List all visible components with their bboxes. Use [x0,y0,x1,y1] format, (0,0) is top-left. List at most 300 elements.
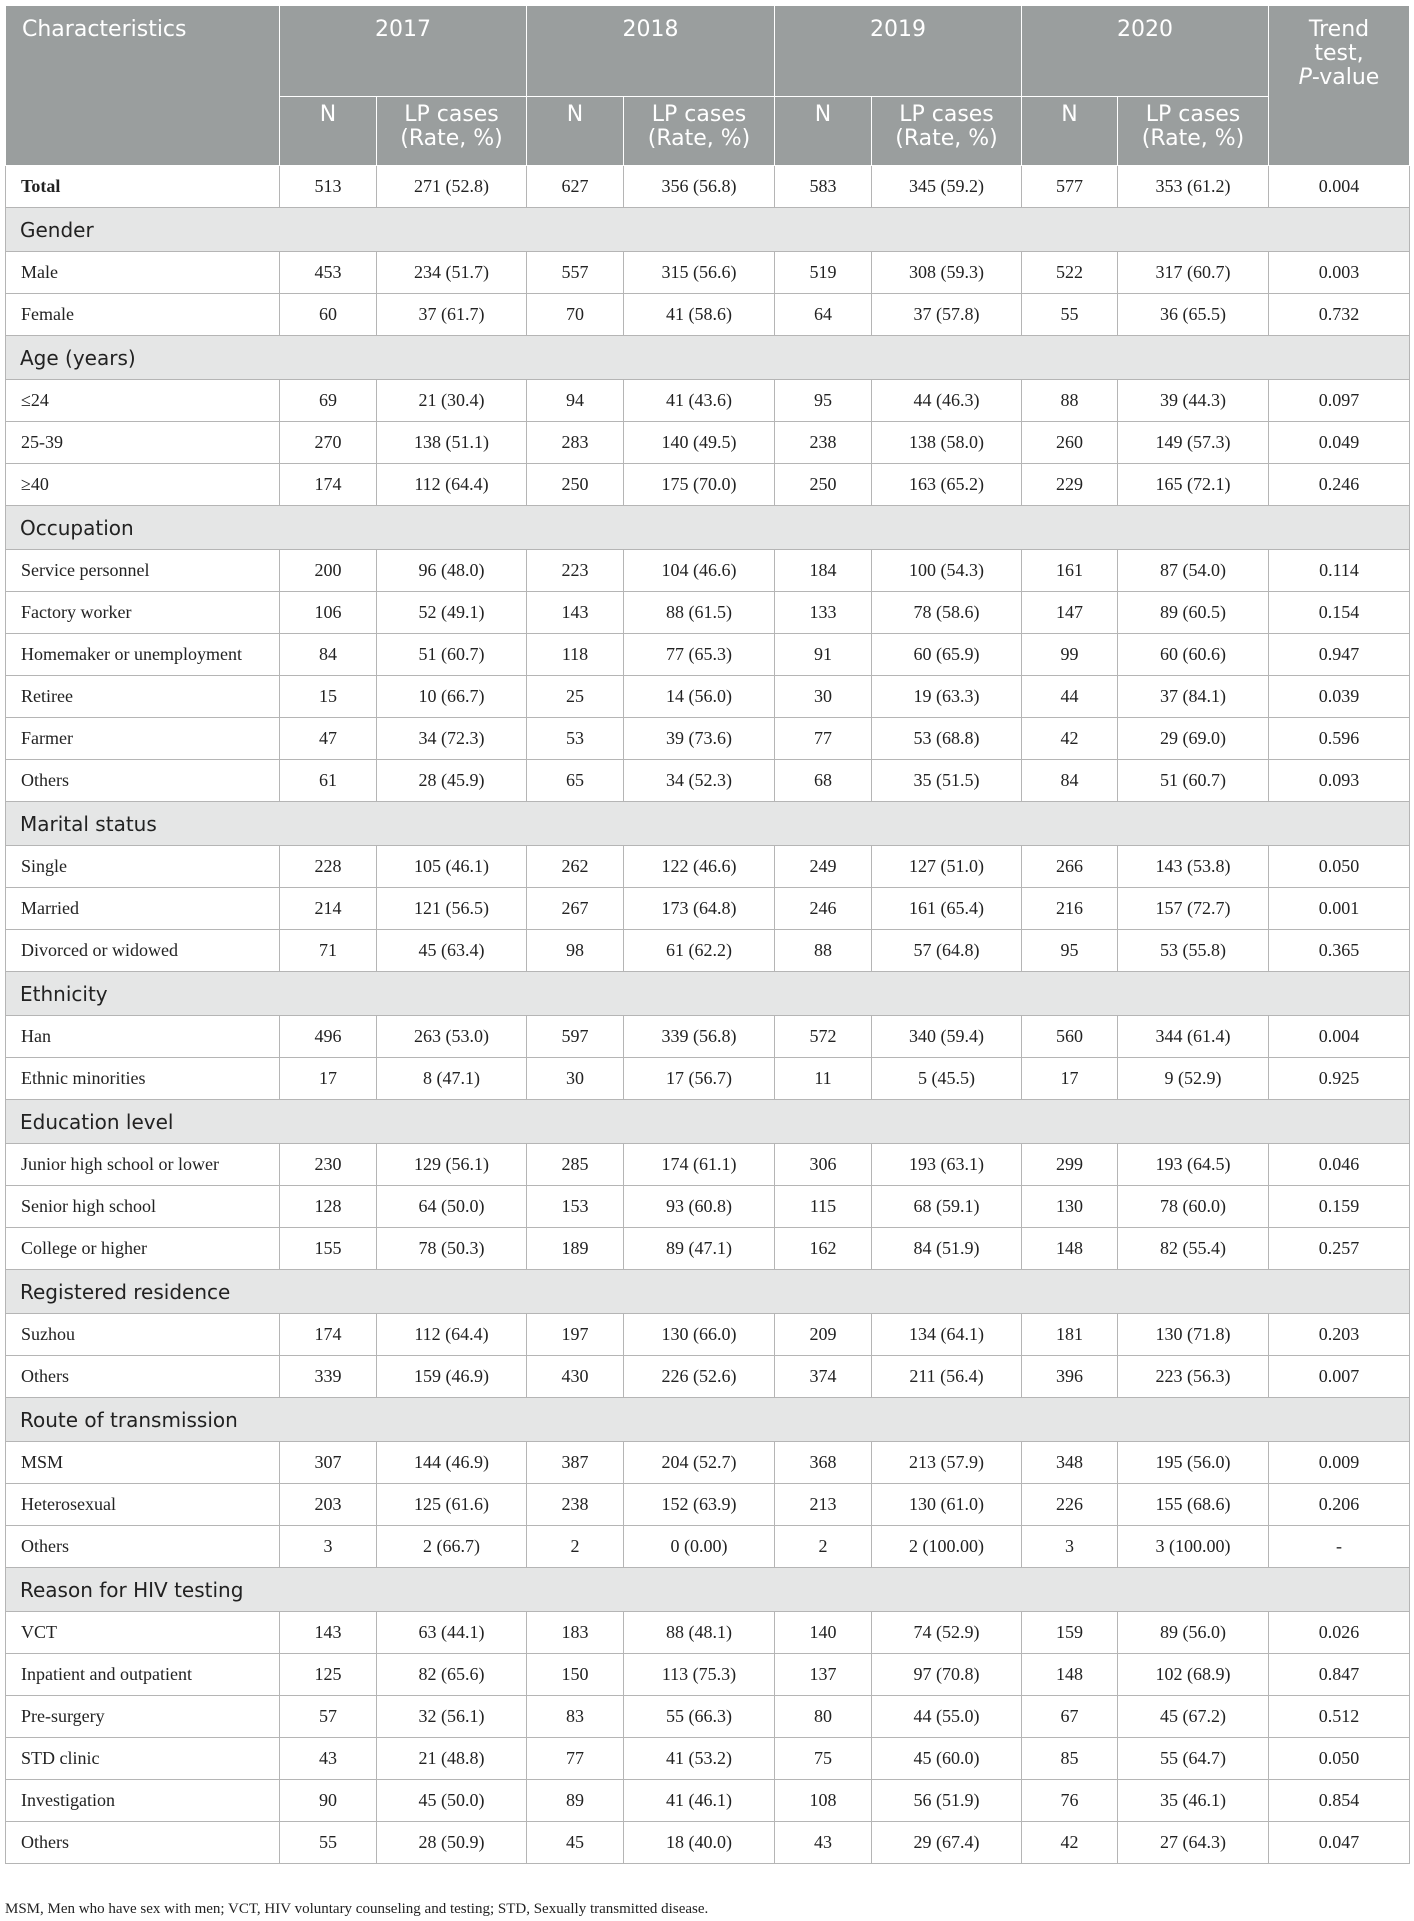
row-label: Female [6,294,280,336]
table-row [6,1822,1410,1864]
row-label: MSM [6,1442,280,1484]
cell-n: 68 [775,760,872,802]
cell-n: 430 [527,1356,624,1398]
table-row [6,1228,1410,1270]
cell-p-value: 0.004 [1269,1016,1410,1058]
table-row [6,760,1410,802]
cell-p-value: 0.203 [1269,1314,1410,1356]
cell-lp-cases: 39 (73.6) [624,718,775,760]
cell-p-value: 0.925 [1269,1058,1410,1100]
table-row [6,846,1410,888]
table-row [6,634,1410,676]
cell-n: 189 [527,1228,624,1270]
cell-lp-cases: 5 (45.5) [872,1058,1022,1100]
table-row [6,380,1410,422]
cell-lp-cases: 45 (63.4) [377,930,527,972]
cell-n: 44 [1022,676,1118,718]
cell-lp-cases: 143 (53.8) [1118,846,1269,888]
cell-lp-cases: 134 (64.1) [872,1314,1022,1356]
cell-n: 197 [527,1314,624,1356]
cell-lp-cases: 161 (65.4) [872,888,1022,930]
cell-n: 2 [527,1526,624,1568]
row-label: Single [6,846,280,888]
cell-lp-cases: 55 (66.3) [624,1696,775,1738]
cell-lp-cases: 223 (56.3) [1118,1356,1269,1398]
cell-n: 88 [1022,380,1118,422]
cell-lp-cases: 2 (100.00) [872,1526,1022,1568]
cell-lp-cases: 36 (65.5) [1118,294,1269,336]
row-label: Others [6,1356,280,1398]
cell-p-value: 0.246 [1269,464,1410,506]
cell-n: 88 [775,930,872,972]
cell-lp-cases: 8 (47.1) [377,1058,527,1100]
table-row [6,1058,1410,1100]
cell-p-value: 0.050 [1269,1738,1410,1780]
row-label: College or higher [6,1228,280,1270]
group-header-row [6,336,1410,380]
cell-n: 226 [1022,1484,1118,1526]
cell-n: 246 [775,888,872,930]
cell-p-value: 0.001 [1269,888,1410,930]
cell-lp-cases: 41 (43.6) [624,380,775,422]
cell-n: 597 [527,1016,624,1058]
cell-n: 108 [775,1780,872,1822]
cell-lp-cases: 64 (50.0) [377,1186,527,1228]
cell-lp-cases: 2 (66.7) [377,1526,527,1568]
cell-n: 30 [527,1058,624,1100]
group-header-row [6,1568,1410,1612]
cell-n: 128 [280,1186,377,1228]
data-table [5,5,1410,1864]
cell-lp-cases: 140 (49.5) [624,422,775,464]
table-row [6,1612,1410,1654]
cell-n: 30 [775,676,872,718]
cell-lp-cases: 39 (44.3) [1118,380,1269,422]
header-characteristics: Characteristics [6,6,280,166]
cell-lp-cases: 159 (46.9) [377,1356,527,1398]
cell-lp-cases: 44 (46.3) [872,380,1022,422]
group-header-row [6,208,1410,252]
cell-n: 11 [775,1058,872,1100]
cell-lp-cases: 315 (56.6) [624,252,775,294]
cell-lp-cases: 96 (48.0) [377,550,527,592]
cell-n: 57 [280,1696,377,1738]
cell-lp-cases: 57 (64.8) [872,930,1022,972]
header-trend-test [1269,6,1410,166]
cell-n: 140 [775,1612,872,1654]
cell-p-value: 0.847 [1269,1654,1410,1696]
cell-lp-cases: 263 (53.0) [377,1016,527,1058]
cell-lp-cases: 60 (65.9) [872,634,1022,676]
cell-p-value: 0.732 [1269,294,1410,336]
cell-n: 627 [527,166,624,208]
cell-lp-cases: 32 (56.1) [377,1696,527,1738]
cell-lp-cases: 204 (52.7) [624,1442,775,1484]
table-row [6,592,1410,634]
row-label: Factory worker [6,592,280,634]
table-row [6,718,1410,760]
cell-lp-cases: 308 (59.3) [872,252,1022,294]
group-header-row [6,1100,1410,1144]
cell-n: 85 [1022,1738,1118,1780]
cell-lp-cases: 213 (57.9) [872,1442,1022,1484]
cell-lp-cases: 28 (50.9) [377,1822,527,1864]
cell-n: 80 [775,1696,872,1738]
cell-n: 3 [280,1526,377,1568]
cell-lp-cases: 88 (61.5) [624,592,775,634]
cell-p-value: 0.049 [1269,422,1410,464]
cell-lp-cases: 41 (46.1) [624,1780,775,1822]
table-container [5,5,1409,1864]
cell-p-value: 0.512 [1269,1696,1410,1738]
header-lp-cases: LP cases (Rate, %) [377,97,527,166]
cell-n: 270 [280,422,377,464]
cell-n: 396 [1022,1356,1118,1398]
row-label: Han [6,1016,280,1058]
row-label: Retiree [6,676,280,718]
cell-lp-cases: 68 (59.1) [872,1186,1022,1228]
table-row [6,1144,1410,1186]
row-label: Divorced or widowed [6,930,280,972]
cell-lp-cases: 226 (52.6) [624,1356,775,1398]
cell-n: 17 [280,1058,377,1100]
group-label: Reason for HIV testing [6,1568,1410,1612]
table-row [6,1654,1410,1696]
cell-lp-cases: 152 (63.9) [624,1484,775,1526]
group-label: Age (years) [6,336,1410,380]
table-row [6,888,1410,930]
cell-lp-cases: 122 (46.6) [624,846,775,888]
cell-n: 238 [775,422,872,464]
cell-lp-cases: 100 (54.3) [872,550,1022,592]
cell-lp-cases: 193 (64.5) [1118,1144,1269,1186]
cell-n: 159 [1022,1612,1118,1654]
cell-lp-cases: 93 (60.8) [624,1186,775,1228]
cell-lp-cases: 56 (51.9) [872,1780,1022,1822]
cell-n: 214 [280,888,377,930]
row-label: Homemaker or unemployment [6,634,280,676]
cell-n: 115 [775,1186,872,1228]
row-label: Junior high school or lower [6,1144,280,1186]
cell-n: 184 [775,550,872,592]
cell-p-value: 0.039 [1269,676,1410,718]
total-row [6,166,1410,208]
cell-n: 60 [280,294,377,336]
table-row [6,464,1410,506]
cell-p-value: 0.154 [1269,592,1410,634]
cell-n: 307 [280,1442,377,1484]
cell-lp-cases: 78 (50.3) [377,1228,527,1270]
cell-n: 229 [1022,464,1118,506]
cell-p-value: 0.097 [1269,380,1410,422]
table-row [6,252,1410,294]
cell-lp-cases: 51 (60.7) [377,634,527,676]
cell-n: 84 [280,634,377,676]
group-header-row [6,972,1410,1016]
group-label: Occupation [6,506,1410,550]
cell-lp-cases: 129 (56.1) [377,1144,527,1186]
cell-n: 71 [280,930,377,972]
header-year: 2018 [527,6,775,97]
cell-lp-cases: 19 (63.3) [872,676,1022,718]
cell-n: 283 [527,422,624,464]
cell-p-value: 0.257 [1269,1228,1410,1270]
group-label: Ethnicity [6,972,1410,1016]
cell-n: 250 [775,464,872,506]
cell-n: 181 [1022,1314,1118,1356]
cell-n: 161 [1022,550,1118,592]
cell-n: 249 [775,846,872,888]
cell-n: 148 [1022,1228,1118,1270]
cell-n: 64 [775,294,872,336]
cell-lp-cases: 125 (61.6) [377,1484,527,1526]
cell-p-value: 0.093 [1269,760,1410,802]
cell-lp-cases: 78 (58.6) [872,592,1022,634]
cell-n: 250 [527,464,624,506]
header-year: 2017 [280,6,527,97]
trend-label-p: P [1298,65,1312,90]
cell-lp-cases: 97 (70.8) [872,1654,1022,1696]
cell-n: 557 [527,252,624,294]
cell-p-value: 0.596 [1269,718,1410,760]
row-label: Inpatient and outpatient [6,1654,280,1696]
group-label: Route of transmission [6,1398,1410,1442]
cell-n: 203 [280,1484,377,1526]
cell-lp-cases: 34 (52.3) [624,760,775,802]
row-label: Investigation [6,1780,280,1822]
cell-n: 95 [775,380,872,422]
table-row [6,930,1410,972]
cell-n: 42 [1022,718,1118,760]
cell-n: 339 [280,1356,377,1398]
cell-lp-cases: 35 (46.1) [1118,1780,1269,1822]
cell-n: 77 [527,1738,624,1780]
cell-lp-cases: 53 (55.8) [1118,930,1269,972]
cell-lp-cases: 89 (47.1) [624,1228,775,1270]
table-row [6,1016,1410,1058]
cell-n: 47 [280,718,377,760]
row-label: Senior high school [6,1186,280,1228]
cell-lp-cases: 61 (62.2) [624,930,775,972]
cell-lp-cases: 144 (46.9) [377,1442,527,1484]
cell-lp-cases: 78 (60.0) [1118,1186,1269,1228]
group-label: Marital status [6,802,1410,846]
cell-lp-cases: 112 (64.4) [377,464,527,506]
cell-p-value: 0.004 [1269,166,1410,208]
row-label: Others [6,1822,280,1864]
cell-n: 143 [527,592,624,634]
cell-n: 583 [775,166,872,208]
table-row [6,294,1410,336]
cell-lp-cases: 102 (68.9) [1118,1654,1269,1696]
cell-n: 522 [1022,252,1118,294]
row-label: VCT [6,1612,280,1654]
cell-lp-cases: 37 (57.8) [872,294,1022,336]
cell-n: 95 [1022,930,1118,972]
cell-lp-cases: 52 (49.1) [377,592,527,634]
cell-lp-cases: 356 (56.8) [624,166,775,208]
cell-n: 15 [280,676,377,718]
cell-lp-cases: 29 (67.4) [872,1822,1022,1864]
cell-lp-cases: 17 (56.7) [624,1058,775,1100]
cell-lp-cases: 35 (51.5) [872,760,1022,802]
cell-lp-cases: 55 (64.7) [1118,1738,1269,1780]
table-body [6,166,1410,1864]
row-label: Service personnel [6,550,280,592]
trend-label-line1: Trend [1308,17,1370,42]
row-label: Heterosexual [6,1484,280,1526]
cell-n: 91 [775,634,872,676]
cell-n: 150 [527,1654,624,1696]
cell-lp-cases: 138 (58.0) [872,422,1022,464]
row-label: 25-39 [6,422,280,464]
row-label: STD clinic [6,1738,280,1780]
cell-n: 84 [1022,760,1118,802]
table-row [6,1738,1410,1780]
row-label: Others [6,1526,280,1568]
cell-lp-cases: 21 (48.8) [377,1738,527,1780]
group-header-row [6,802,1410,846]
cell-n: 174 [280,464,377,506]
trend-label-line2: test, [1314,41,1364,66]
cell-lp-cases: 51 (60.7) [1118,760,1269,802]
cell-p-value: 0.009 [1269,1442,1410,1484]
cell-lp-cases: 130 (61.0) [872,1484,1022,1526]
cell-lp-cases: 345 (59.2) [872,166,1022,208]
cell-lp-cases: 84 (51.9) [872,1228,1022,1270]
cell-n: 143 [280,1612,377,1654]
header-year: 2019 [775,6,1022,97]
cell-lp-cases: 29 (69.0) [1118,718,1269,760]
cell-n: 285 [527,1144,624,1186]
cell-n: 65 [527,760,624,802]
group-header-row [6,1270,1410,1314]
cell-lp-cases: 195 (56.0) [1118,1442,1269,1484]
cell-n: 262 [527,846,624,888]
cell-n: 577 [1022,166,1118,208]
header-n: N [280,97,377,166]
cell-n: 496 [280,1016,377,1058]
cell-n: 133 [775,592,872,634]
cell-lp-cases: 121 (56.5) [377,888,527,930]
table-row [6,1356,1410,1398]
cell-n: 53 [527,718,624,760]
cell-lp-cases: 60 (60.6) [1118,634,1269,676]
cell-n: 572 [775,1016,872,1058]
cell-n: 106 [280,592,377,634]
cell-lp-cases: 138 (51.1) [377,422,527,464]
cell-p-value: 0.003 [1269,252,1410,294]
cell-n: 368 [775,1442,872,1484]
cell-lp-cases: 14 (56.0) [624,676,775,718]
cell-p-value: 0.050 [1269,846,1410,888]
header-lp-cases: LP cases (Rate, %) [624,97,775,166]
cell-n: 209 [775,1314,872,1356]
cell-lp-cases: 44 (55.0) [872,1696,1022,1738]
cell-lp-cases: 104 (46.6) [624,550,775,592]
cell-lp-cases: 82 (55.4) [1118,1228,1269,1270]
cell-n: 130 [1022,1186,1118,1228]
row-label: Married [6,888,280,930]
cell-n: 42 [1022,1822,1118,1864]
cell-n: 387 [527,1442,624,1484]
cell-lp-cases: 155 (68.6) [1118,1484,1269,1526]
cell-n: 453 [280,252,377,294]
cell-p-value: 0.365 [1269,930,1410,972]
table-header [6,6,1410,166]
cell-lp-cases: 9 (52.9) [1118,1058,1269,1100]
cell-n: 43 [280,1738,377,1780]
cell-n: 99 [1022,634,1118,676]
group-label: Registered residence [6,1270,1410,1314]
cell-n: 216 [1022,888,1118,930]
header-lp-cases: LP cases (Rate, %) [1118,97,1269,166]
header-n: N [527,97,624,166]
cell-n: 238 [527,1484,624,1526]
row-label: ≥40 [6,464,280,506]
cell-lp-cases: 53 (68.8) [872,718,1022,760]
table-footnote: MSM, Men who have sex with men; VCT, HIV voluntary counseling and testing; STD, Sexually transmitted disease. [5,1901,709,1917]
cell-n: 155 [280,1228,377,1270]
cell-n: 148 [1022,1654,1118,1696]
cell-n: 260 [1022,422,1118,464]
cell-lp-cases: 271 (52.8) [377,166,527,208]
cell-lp-cases: 340 (59.4) [872,1016,1022,1058]
table-row [6,1484,1410,1526]
cell-lp-cases: 174 (61.1) [624,1144,775,1186]
cell-lp-cases: 41 (53.2) [624,1738,775,1780]
cell-lp-cases: 34 (72.3) [377,718,527,760]
cell-n: 560 [1022,1016,1118,1058]
group-label: Education level [6,1100,1410,1144]
cell-n: 174 [280,1314,377,1356]
cell-n: 45 [527,1822,624,1864]
cell-n: 94 [527,380,624,422]
cell-p-value: 0.007 [1269,1356,1410,1398]
cell-n: 76 [1022,1780,1118,1822]
cell-lp-cases: 37 (61.7) [377,294,527,336]
cell-n: 83 [527,1696,624,1738]
cell-n: 25 [527,676,624,718]
cell-lp-cases: 45 (67.2) [1118,1696,1269,1738]
header-n: N [775,97,872,166]
cell-lp-cases: 87 (54.0) [1118,550,1269,592]
cell-n: 125 [280,1654,377,1696]
cell-lp-cases: 130 (66.0) [624,1314,775,1356]
cell-p-value: 0.114 [1269,550,1410,592]
header-lp-cases: LP cases (Rate, %) [872,97,1022,166]
table-row [6,676,1410,718]
cell-lp-cases: 77 (65.3) [624,634,775,676]
cell-p-value: - [1269,1526,1410,1568]
cell-lp-cases: 105 (46.1) [377,846,527,888]
cell-n: 374 [775,1356,872,1398]
row-label: Others [6,760,280,802]
cell-n: 348 [1022,1442,1118,1484]
cell-n: 299 [1022,1144,1118,1186]
table-row [6,1780,1410,1822]
cell-lp-cases: 157 (72.7) [1118,888,1269,930]
cell-n: 162 [775,1228,872,1270]
cell-n: 200 [280,550,377,592]
cell-lp-cases: 175 (70.0) [624,464,775,506]
cell-lp-cases: 113 (75.3) [624,1654,775,1696]
cell-n: 89 [527,1780,624,1822]
cell-p-value: 0.046 [1269,1144,1410,1186]
cell-lp-cases: 149 (57.3) [1118,422,1269,464]
cell-p-value: 0.047 [1269,1822,1410,1864]
cell-p-value: 0.947 [1269,634,1410,676]
